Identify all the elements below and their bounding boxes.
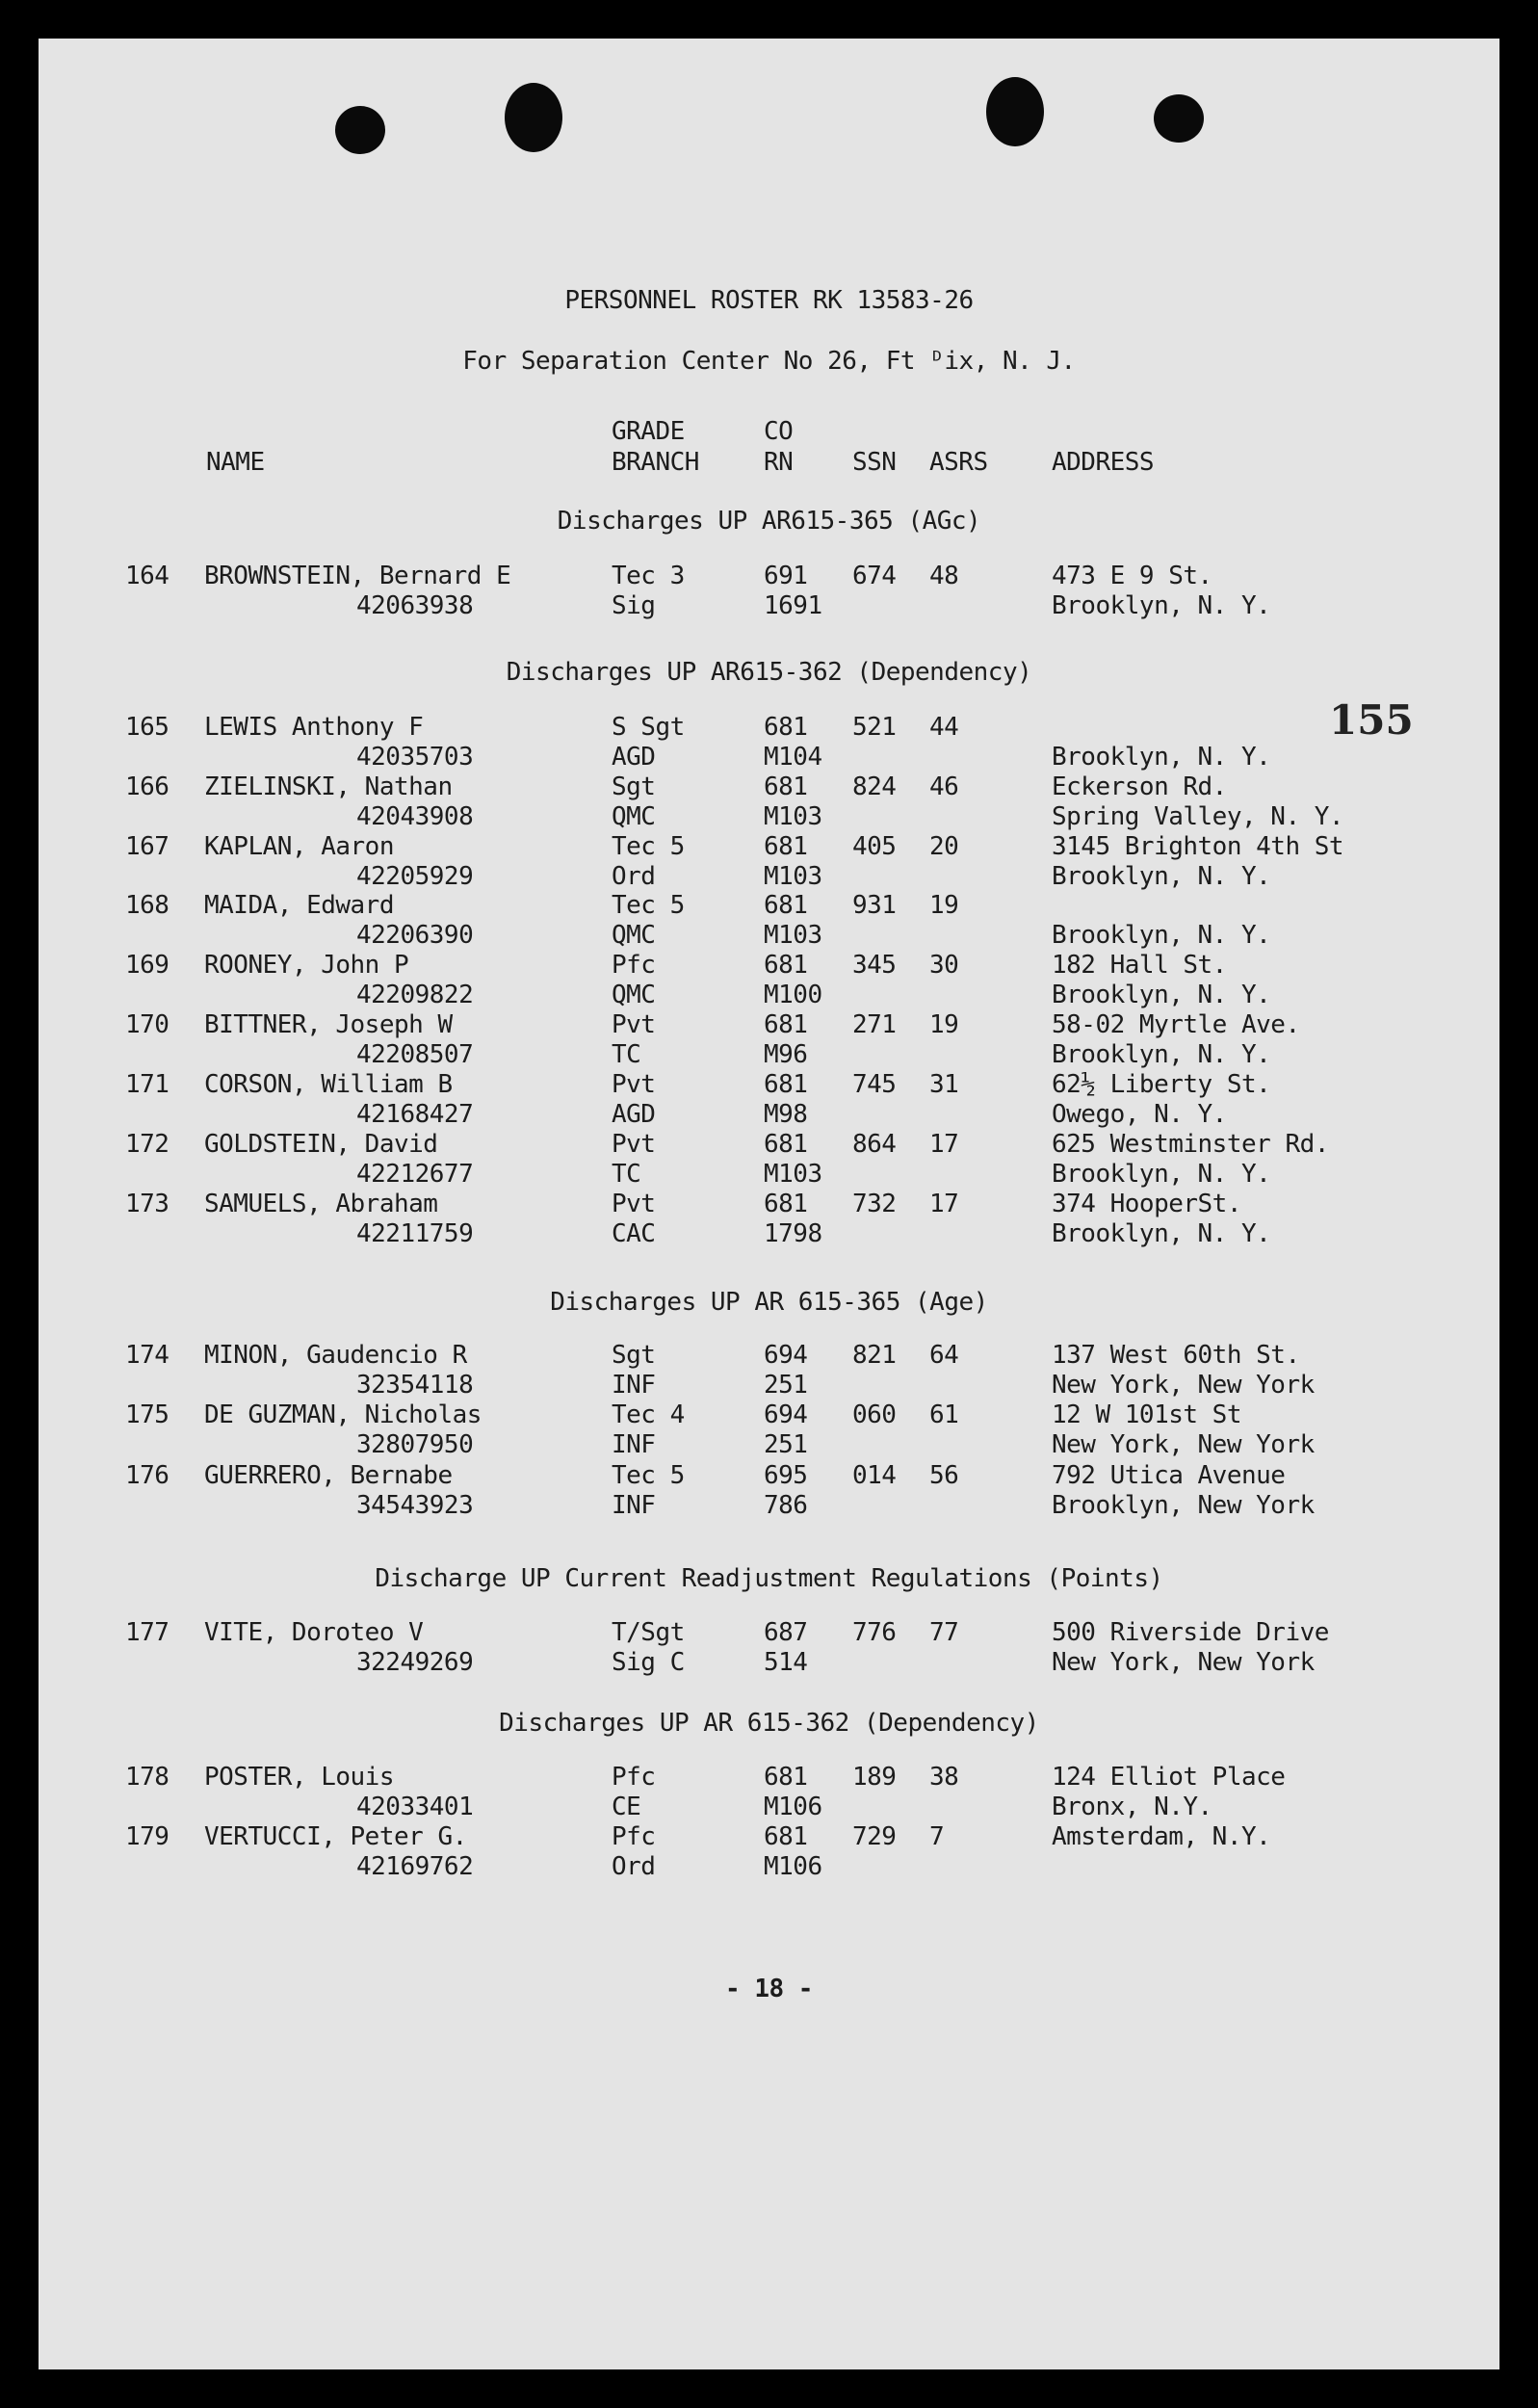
address-line-1: Eckerson Rd. <box>1052 772 1227 801</box>
serial-number: 42169762 <box>356 1852 474 1881</box>
grade: Pvt <box>612 1190 656 1218</box>
serial-number: 42168427 <box>356 1100 474 1129</box>
rn: 1691 <box>764 591 822 620</box>
binder-hole <box>505 83 562 152</box>
ssn: 060 <box>852 1400 897 1429</box>
address-line-2: New York, New York <box>1052 1648 1315 1677</box>
asrs: 17 <box>929 1190 959 1218</box>
address-line-1: 473 E 9 St. <box>1052 562 1212 590</box>
branch: QMC <box>612 921 656 950</box>
col-header-co: CO <box>764 417 794 446</box>
branch: AGD <box>612 743 656 772</box>
serial-number: 42209822 <box>356 981 474 1009</box>
address-line-1: Amsterdam, N.Y. <box>1052 1822 1271 1851</box>
serial-number: 32249269 <box>356 1648 474 1677</box>
grade: Pfc <box>612 1763 656 1792</box>
serial-number: 42212677 <box>356 1160 474 1189</box>
grade: Pfc <box>612 1822 656 1851</box>
serial-number: 42033401 <box>356 1793 474 1821</box>
rn: M103 <box>764 921 822 950</box>
serial-number: 32354118 <box>356 1371 474 1400</box>
company: 681 <box>764 1190 808 1218</box>
grade: Pvt <box>612 1130 656 1159</box>
grade: Pvt <box>612 1070 656 1099</box>
company: 681 <box>764 832 808 861</box>
rn: M103 <box>764 1160 822 1189</box>
rn: 251 <box>764 1430 808 1459</box>
address-line-1: 124 Elliot Place <box>1052 1763 1286 1792</box>
col-header-grade: GRADE <box>612 417 685 446</box>
grade: Pfc <box>612 951 656 980</box>
address-line-2: Brooklyn, N. Y. <box>1052 862 1271 891</box>
address-line-1: 374 HooperSt. <box>1052 1190 1241 1218</box>
entry-number: 176 <box>125 1461 169 1490</box>
address-line-1: 137 West 60th St. <box>1052 1341 1300 1370</box>
soldier-name: GOLDSTEIN, David <box>204 1130 438 1159</box>
roster-row <box>39 1190 1499 1249</box>
section-heading: Discharges UP AR615-365 (AGc) <box>557 507 981 536</box>
roster-row <box>39 1070 1499 1130</box>
roster-row <box>39 1822 1499 1882</box>
rn: M98 <box>764 1100 808 1129</box>
soldier-name: VERTUCCI, Peter G. <box>204 1822 467 1851</box>
soldier-name: BITTNER, Joseph W <box>204 1010 453 1039</box>
address-line-1: 3145 Brighton 4th St <box>1052 832 1344 861</box>
binder-hole <box>986 77 1044 146</box>
grade: S Sgt <box>612 713 685 742</box>
ssn: 732 <box>852 1190 897 1218</box>
address-line-2: Spring Valley, N. Y. <box>1052 802 1344 831</box>
branch: QMC <box>612 981 656 1009</box>
branch: CAC <box>612 1219 656 1248</box>
address-line-1: 58-02 Myrtle Ave. <box>1052 1010 1300 1039</box>
branch: Sig C <box>612 1648 685 1677</box>
rn: M106 <box>764 1793 822 1821</box>
entry-number: 169 <box>125 951 169 980</box>
grade: Tec 5 <box>612 832 685 861</box>
ssn: 405 <box>852 832 897 861</box>
grade: Pvt <box>612 1010 656 1039</box>
entry-number: 174 <box>125 1341 169 1370</box>
entry-number: 177 <box>125 1618 169 1647</box>
ssn: 821 <box>852 1341 897 1370</box>
asrs: 7 <box>929 1822 945 1851</box>
grade: Tec 3 <box>612 562 685 590</box>
ssn: 864 <box>852 1130 897 1159</box>
asrs: 17 <box>929 1130 959 1159</box>
entry-number: 165 <box>125 713 169 742</box>
branch: TC <box>612 1040 641 1069</box>
roster-row <box>39 1400 1499 1460</box>
soldier-name: GUERRERO, Bernabe <box>204 1461 453 1490</box>
ssn: 521 <box>852 713 897 742</box>
address-line-2: Owego, N. Y. <box>1052 1100 1227 1129</box>
grade: Tec 5 <box>612 891 685 920</box>
roster-row <box>39 772 1499 832</box>
roster-row <box>39 951 1499 1010</box>
soldier-name: MAIDA, Edward <box>204 891 394 920</box>
roster-row <box>39 713 1499 772</box>
rn: 786 <box>764 1491 808 1520</box>
ssn: 271 <box>852 1010 897 1039</box>
asrs: 19 <box>929 891 959 920</box>
rn: 1798 <box>764 1219 822 1248</box>
roster-row <box>39 1763 1499 1822</box>
entry-number: 167 <box>125 832 169 861</box>
serial-number: 42043908 <box>356 802 474 831</box>
roster-row <box>39 562 1499 621</box>
address-line-2: Brooklyn, New York <box>1052 1491 1315 1520</box>
asrs: 77 <box>929 1618 959 1647</box>
soldier-name: MINON, Gaudencio R <box>204 1341 467 1370</box>
grade: Sgt <box>612 772 656 801</box>
entry-number: 164 <box>125 562 169 590</box>
grade: Tec 4 <box>612 1400 685 1429</box>
branch: Ord <box>612 1852 656 1881</box>
page-number: - 18 - <box>725 1975 813 2003</box>
branch: TC <box>612 1160 641 1189</box>
roster-title: PERSONNEL ROSTER RK 13583-26 <box>564 286 974 315</box>
serial-number: 34543923 <box>356 1491 474 1520</box>
ssn: 014 <box>852 1461 897 1490</box>
serial-number: 42035703 <box>356 743 474 772</box>
entry-number: 171 <box>125 1070 169 1099</box>
grade: Tec 5 <box>612 1461 685 1490</box>
roster-page <box>39 39 1499 2369</box>
ssn: 189 <box>852 1763 897 1792</box>
section-heading: Discharge UP Current Readjustment Regulations (Points) <box>375 1564 1163 1593</box>
rn: M106 <box>764 1852 822 1881</box>
entry-number: 166 <box>125 772 169 801</box>
asrs: 61 <box>929 1400 959 1429</box>
entry-number: 173 <box>125 1190 169 1218</box>
roster-row <box>39 1618 1499 1678</box>
serial-number: 42208507 <box>356 1040 474 1069</box>
roster-row <box>39 1341 1499 1400</box>
address-line-1: 12 W 101st St <box>1052 1400 1241 1429</box>
col-header-address: ADDRESS <box>1052 448 1155 477</box>
col-header-asrs: ASRS <box>929 448 988 477</box>
binder-hole <box>335 106 385 154</box>
grade: T/Sgt <box>612 1618 685 1647</box>
address-line-2: Brooklyn, N. Y. <box>1052 981 1271 1009</box>
entry-number: 168 <box>125 891 169 920</box>
col-header-ssn: SSN <box>852 448 897 477</box>
roster-row <box>39 1461 1499 1521</box>
branch: INF <box>612 1371 656 1400</box>
ssn: 745 <box>852 1070 897 1099</box>
roster-subtitle: For Separation Center No 26, Ft ᴰix, N. J. <box>462 347 1076 376</box>
branch: INF <box>612 1491 656 1520</box>
serial-number: 42205929 <box>356 862 474 891</box>
rn: M103 <box>764 862 822 891</box>
address-line-2: Brooklyn, N. Y. <box>1052 743 1271 772</box>
section-heading: Discharges UP AR 615-362 (Dependency) <box>499 1709 1039 1738</box>
entry-number: 178 <box>125 1763 169 1792</box>
entry-number: 179 <box>125 1822 169 1851</box>
branch: AGD <box>612 1100 656 1129</box>
ssn: 824 <box>852 772 897 801</box>
serial-number: 42211759 <box>356 1219 474 1248</box>
company: 681 <box>764 1822 808 1851</box>
address-line-2: Brooklyn, N. Y. <box>1052 1160 1271 1189</box>
soldier-name: SAMUELS, Abraham <box>204 1190 438 1218</box>
grade: Sgt <box>612 1341 656 1370</box>
binder-hole <box>1154 94 1204 143</box>
company: 687 <box>764 1618 808 1647</box>
company: 681 <box>764 1070 808 1099</box>
rn: M100 <box>764 981 822 1009</box>
address-line-2: Bronx, N.Y. <box>1052 1793 1212 1821</box>
company: 681 <box>764 891 808 920</box>
company: 681 <box>764 713 808 742</box>
section-heading: Discharges UP AR615-362 (Dependency) <box>506 658 1032 687</box>
rn: M104 <box>764 743 822 772</box>
asrs: 38 <box>929 1763 959 1792</box>
rn: 251 <box>764 1371 808 1400</box>
asrs: 46 <box>929 772 959 801</box>
rn: M96 <box>764 1040 808 1069</box>
ssn: 776 <box>852 1618 897 1647</box>
soldier-name: VITE, Doroteo V <box>204 1618 424 1647</box>
entry-number: 170 <box>125 1010 169 1039</box>
soldier-name: LEWIS Anthony F <box>204 713 424 742</box>
roster-row <box>39 1010 1499 1070</box>
roster-row <box>39 891 1499 951</box>
col-header-rn: RN <box>764 448 794 477</box>
asrs: 30 <box>929 951 959 980</box>
address-line-2: Brooklyn, N. Y. <box>1052 1219 1271 1248</box>
soldier-name: CORSON, William B <box>204 1070 453 1099</box>
address-line-2: Brooklyn, N. Y. <box>1052 591 1271 620</box>
company: 695 <box>764 1461 808 1490</box>
asrs: 20 <box>929 832 959 861</box>
serial-number: 42063938 <box>356 591 474 620</box>
branch: Sig <box>612 591 656 620</box>
col-header-branch: BRANCH <box>612 448 699 477</box>
soldier-name: ROONEY, John P <box>204 951 409 980</box>
address-line-1: 62½ Liberty St. <box>1052 1070 1271 1099</box>
asrs: 48 <box>929 562 959 590</box>
soldier-name: BROWNSTEIN, Bernard E <box>204 562 511 590</box>
entry-number: 175 <box>125 1400 169 1429</box>
ssn: 674 <box>852 562 897 590</box>
address-line-1: 792 Utica Avenue <box>1052 1461 1286 1490</box>
soldier-name: POSTER, Louis <box>204 1763 394 1792</box>
company: 681 <box>764 1130 808 1159</box>
asrs: 19 <box>929 1010 959 1039</box>
company: 681 <box>764 772 808 801</box>
section-heading: Discharges UP AR 615-365 (Age) <box>550 1288 988 1317</box>
address-line-2: Brooklyn, N. Y. <box>1052 1040 1271 1069</box>
soldier-name: KAPLAN, Aaron <box>204 832 394 861</box>
asrs: 64 <box>929 1341 959 1370</box>
company: 681 <box>764 951 808 980</box>
soldier-name: DE GUZMAN, Nicholas <box>204 1400 482 1429</box>
roster-row <box>39 832 1499 892</box>
rn: 514 <box>764 1648 808 1677</box>
branch: INF <box>612 1430 656 1459</box>
soldier-name: ZIELINSKI, Nathan <box>204 772 453 801</box>
company: 681 <box>764 1010 808 1039</box>
address-line-1: 625 Westminster Rd. <box>1052 1130 1329 1159</box>
branch: Ord <box>612 862 656 891</box>
company: 694 <box>764 1341 808 1370</box>
asrs: 44 <box>929 713 959 742</box>
rn: M103 <box>764 802 822 831</box>
roster-row <box>39 1130 1499 1190</box>
address-line-1: 500 Riverside Drive <box>1052 1618 1329 1647</box>
ssn: 345 <box>852 951 897 980</box>
company: 681 <box>764 1763 808 1792</box>
col-header-name: NAME <box>206 448 265 477</box>
address-line-2: New York, New York <box>1052 1430 1315 1459</box>
branch: QMC <box>612 802 656 831</box>
branch: CE <box>612 1793 641 1821</box>
address-line-1: 182 Hall St. <box>1052 951 1227 980</box>
entry-number: 172 <box>125 1130 169 1159</box>
asrs: 31 <box>929 1070 959 1099</box>
address-line-2: New York, New York <box>1052 1371 1315 1400</box>
serial-number: 42206390 <box>356 921 474 950</box>
address-line-2: Brooklyn, N. Y. <box>1052 921 1271 950</box>
company: 691 <box>764 562 808 590</box>
ssn: 729 <box>852 1822 897 1851</box>
ssn: 931 <box>852 891 897 920</box>
page-stamp: 155 <box>1329 696 1414 744</box>
company: 694 <box>764 1400 808 1429</box>
asrs: 56 <box>929 1461 959 1490</box>
serial-number: 32807950 <box>356 1430 474 1459</box>
